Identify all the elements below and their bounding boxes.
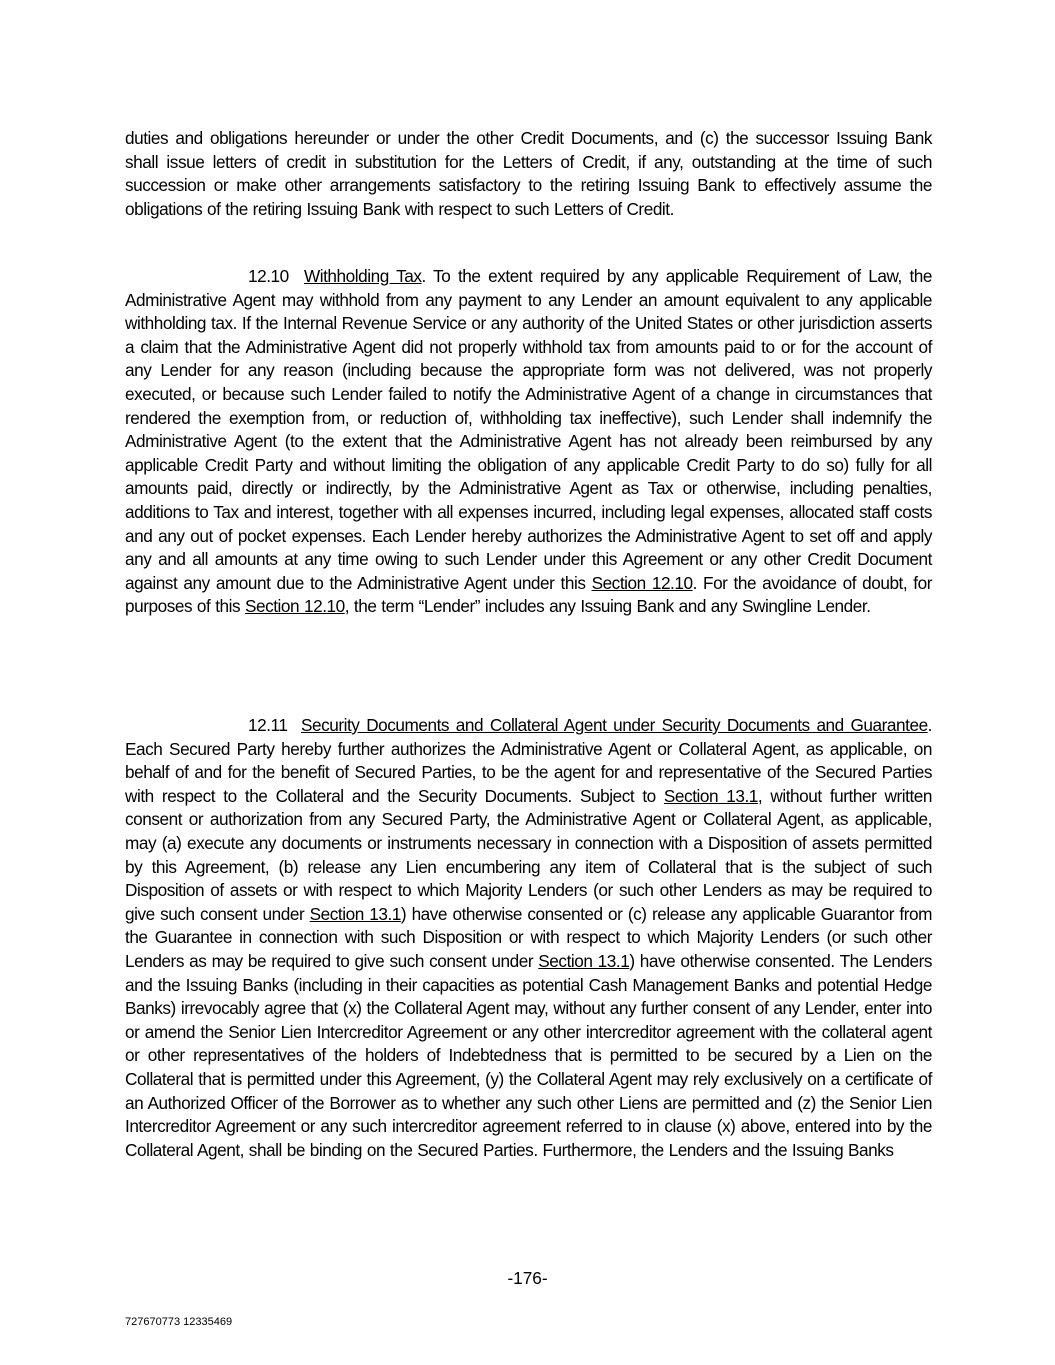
continuation-paragraph [125, 127, 932, 221]
section-reference: Section 13.1 [538, 950, 630, 971]
page-number: -176- [507, 1268, 548, 1288]
section-12-11 [125, 714, 932, 1162]
section-text: . Each Secured Party hereby further authorizes the Administrative Agent or Collateral Agent, as applicable, on behalf of and for the benefit of Secured Parties, to be the agent for and representative of the Secured Parties with respect to the Collateral and the Security Documents. Subject to [125, 715, 932, 806]
section-text: . To the extent required by any applicable Requirement of Law, the Administrative Agent may withhold from any payment to any Lender an amount equivalent to any applicable withholding tax. If the Internal Revenue Service or any authority of the United States or other jurisdiction asserts a claim that the Administrative Agent did not properly withhold tax from amounts paid to or for the account of any Lender for any reason (including because the appropriate form was not delivered, was not properly executed, or because such Lender failed to notify the Administrative Agent of a change in circumstances that rendered the exemption from, or reduction of, withholding tax ineffective), such Lender shall indemnify the Administrative Agent (to the extent that the Administrative Agent has not already been reimbursed by any applicable Credit Party and without limiting the obligation of any applicable Credit Party to do so) fully for all amounts paid, directly or indirectly, by the Administrative Agent as Tax or otherwise, including penalties, additions to Tax and interest, together with all expenses incurred, including legal expenses, allocated staff costs and any out of pocket expenses. Each Lender hereby authorizes the Administrative Agent to set off and apply any and all amounts at any time owing to such Lender under this Agreement or any other Credit Document against any amount due to the Administrative Agent under this [125, 266, 932, 593]
section-heading: Withholding Tax [303, 266, 422, 286]
section-heading: Security Documents and Collateral Agent under Security Documents and Guarantee [300, 715, 928, 735]
section-text: ) have otherwise consented or (c) release any applicable Guarantor from the Guarantee in connection with such Disposition or with respect to which Majority Lenders (or such other Lenders as may be required to give such consent under [125, 903, 932, 971]
section-text: ) have otherwise consented. The Lenders and the Issuing Banks (including in their capacities as potential Cash Management Banks and potential Hedge Banks) irrevocably agree that (x) the Collateral Agent may, without any further consent of any Lender, enter into or amend the Senior Lien Intercreditor Agreement or any other intercreditor agreement with the collateral agent or other representatives of the holders of Indebtedness that is permitted to be secured by a Lien on the Collateral that is permitted under this Agreement, (y) the Collateral Agent may rely exclusively on a certificate of an Authorized Officer of the Borrower as to whether any such other Liens are permitted and (z) the Senior Lien Intercreditor Agreement or any such intercreditor agreement referred to in clause (x) above, entered into by the Collateral Agent, shall be binding on the Secured Parties. Furthermore, the Lenders and the Issuing Banks [125, 950, 932, 1160]
section-reference: Section 13.1 [309, 903, 401, 924]
section-text: , without further written consent or authorization from any Secured Party, the Administrative Agent or Collateral Agent, as applicable, may (a) execute any documents or instruments necessary in connection with a Disposition of assets permitted by this Agreement, (b) release any Lien encumbering any item of Collateral that is the subject of such Disposition of assets or with respect to which Majority Lenders (or such other Lenders as may be required to give such consent under [125, 785, 932, 924]
section-reference: Section 13.1 [663, 785, 758, 806]
section-number: 12.11 [248, 715, 288, 735]
section-text: . For the avoidance of doubt, for purposes of this [125, 572, 933, 617]
paragraph-text: duties and obligations hereunder or under the other Credit Documents, and (c) the successor Issuing Bank shall issue letters of credit in substitution for the Letters of Credit, if any, outstanding at the time of such succession or make other arrangements satisfactory to the retiring Issuing Bank to effectively assume the obligations of the retiring Issuing Bank with respect to such Letters of Credit. [125, 128, 932, 219]
section-reference: Section 12.10 [244, 596, 345, 617]
document-id: 727670773 12335469 [125, 1316, 233, 1328]
section-reference: Section 12.10 [591, 572, 693, 593]
section-12-10 [125, 265, 932, 619]
section-text: , the term “Lender” includes any Issuing Bank and any Swingline Lender. [344, 596, 871, 617]
section-number: 12.10 [248, 266, 289, 286]
